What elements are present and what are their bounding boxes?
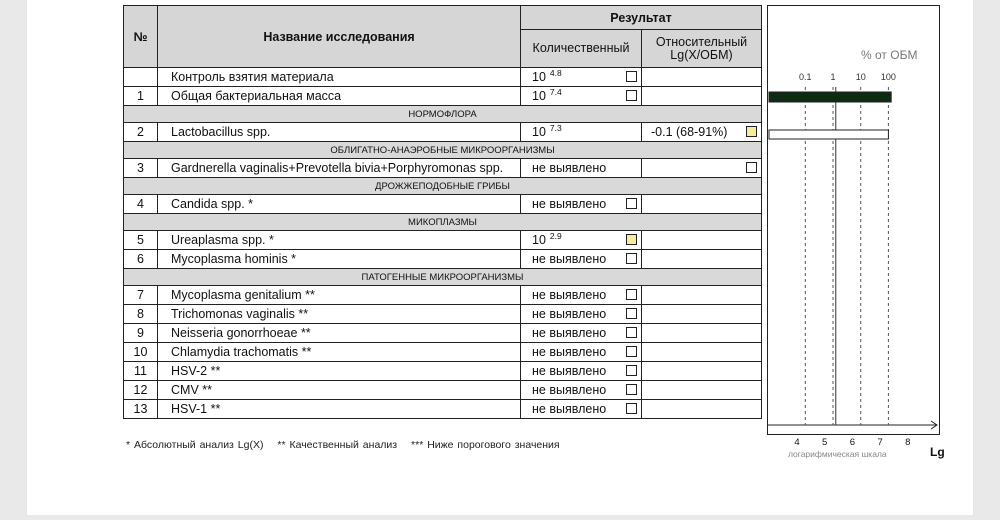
table-row [124, 68, 762, 87]
row-number: 1 [124, 87, 158, 106]
header-number: № [124, 6, 158, 68]
test-name: Candida spp. * [158, 195, 521, 214]
footnote-qualitative: ** Качественный анализ [277, 439, 398, 451]
test-name: HSV-2 ** [158, 362, 521, 381]
quantitative-value: 10 [532, 89, 546, 103]
section-header-row [124, 214, 762, 231]
quantitative-result [521, 343, 642, 362]
quantitative-result [521, 381, 642, 400]
chart-x-axis-label: логарифмическая шкала [788, 449, 887, 459]
relative-flag-box [746, 162, 757, 173]
chart-x-tick: 6 [849, 437, 856, 448]
quantitative-value: не выявлено [532, 345, 607, 359]
footnote [126, 439, 570, 451]
quantitative-result [521, 159, 642, 178]
header-quantitative: Количественный [521, 30, 642, 68]
quantitative-exponent: 7.4 [549, 87, 562, 97]
relative-result [642, 305, 762, 324]
chart-title: % от ОБМ [861, 48, 918, 62]
row-number: 12 [124, 381, 158, 400]
quantitative-value: не выявлено [532, 197, 607, 211]
chart-x-tick: 4 [794, 437, 800, 448]
flag-box [626, 253, 637, 264]
section-header-row [124, 142, 762, 159]
test-name: Mycoplasma genitalium ** [158, 286, 521, 305]
row-number: 5 [124, 231, 158, 250]
header-result: Результат [521, 6, 762, 30]
quantitative-result [521, 286, 642, 305]
table-row [124, 343, 762, 362]
table-row [124, 87, 762, 106]
row-number: 11 [124, 362, 158, 381]
quantitative-result [521, 195, 642, 214]
test-name: Lactobacillus spp. [158, 123, 521, 142]
table-row [124, 324, 762, 343]
quantitative-result [521, 400, 642, 419]
relative-result [642, 159, 762, 178]
quantitative-result [521, 324, 642, 343]
test-name: HSV-1 ** [158, 400, 521, 419]
chart-x-tick: 5 [822, 437, 828, 448]
test-name: Neisseria gonorrhoeae ** [158, 324, 521, 343]
quantitative-value: 10 [532, 70, 546, 84]
row-number: 7 [124, 286, 158, 305]
quantitative-value: не выявлено [532, 402, 607, 416]
quantitative-value: не выявлено [532, 288, 607, 302]
row-number: 8 [124, 305, 158, 324]
relative-result [642, 123, 762, 142]
relative-result [642, 343, 762, 362]
row-number: 6 [124, 250, 158, 269]
header-relative-line1: Относительный [655, 34, 748, 49]
test-name: Mycoplasma hominis * [158, 250, 521, 269]
chart-percent-tick: 1 [830, 72, 836, 82]
test-name: CMV ** [158, 381, 521, 400]
chart-percent-tick: 10 [855, 72, 866, 82]
table-row [124, 305, 762, 324]
chart-x-tick: 7 [877, 437, 883, 448]
table-row [124, 195, 762, 214]
quantitative-value: 10 [532, 233, 546, 247]
quantitative-value: не выявлено [532, 364, 607, 378]
quantitative-value: не выявлено [532, 383, 607, 397]
relative-result [642, 87, 762, 106]
flag-box [626, 289, 637, 300]
table-row [124, 381, 762, 400]
table-row [124, 286, 762, 305]
table-row [124, 159, 762, 178]
relative-result [642, 286, 762, 305]
flag-box [626, 90, 637, 101]
section-header-row [124, 178, 762, 195]
chart-bar [769, 92, 891, 102]
chart-lg-label: Lg [930, 445, 945, 459]
table-row [124, 250, 762, 269]
quantitative-result [521, 362, 642, 381]
test-name: Ureaplasma spp. * [158, 231, 521, 250]
quantitative-value: не выявлено [532, 307, 607, 321]
row-number: 2 [124, 123, 158, 142]
chart-x-tick: 8 [905, 437, 911, 448]
test-name: Trichomonas vaginalis ** [158, 305, 521, 324]
relative-result [642, 231, 762, 250]
quantitative-exponent: 2.9 [549, 231, 562, 241]
results-table [123, 5, 762, 419]
table-row [124, 123, 762, 142]
test-name: Chlamydia trachomatis ** [158, 343, 521, 362]
chart-bar [769, 130, 888, 139]
flag-box [626, 346, 637, 357]
header-relative [642, 30, 762, 68]
log-scale-chart [767, 5, 945, 459]
section-title: ПАТОГЕННЫЕ МИКРООРГАНИЗМЫ [124, 269, 762, 286]
flag-box-yellow [626, 234, 637, 245]
relative-result [642, 381, 762, 400]
quantitative-result [521, 87, 642, 106]
relative-result [642, 324, 762, 343]
section-title: НОРМОФЛОРА [124, 106, 762, 123]
section-title: ОБЛИГАТНО-АНАЭРОБНЫЕ МИКРООРГАНИЗМЫ [124, 142, 762, 159]
flag-box [626, 308, 637, 319]
footnote-absolute: * Абсолютный анализ Lg(X) [126, 439, 264, 451]
table-row [124, 231, 762, 250]
quantitative-result [521, 250, 642, 269]
section-header-row [124, 106, 762, 123]
table-row [124, 362, 762, 381]
chart-percent-tick: 0.1 [799, 72, 812, 82]
test-name: Общая бактериальная масса [158, 87, 521, 106]
header-test-name: Название исследования [158, 6, 521, 68]
relative-result [642, 68, 762, 87]
flag-box [626, 365, 637, 376]
quantitative-exponent: 4.8 [549, 68, 562, 78]
relative-result [642, 362, 762, 381]
quantitative-value: не выявлено [532, 252, 607, 266]
footnote-threshold: *** Ниже порогового значения [411, 439, 560, 451]
flag-box [626, 71, 637, 82]
chart-percent-tick: 100 [880, 72, 896, 82]
section-title: МИКОПЛАЗМЫ [124, 214, 762, 231]
row-number: 13 [124, 400, 158, 419]
row-number: 9 [124, 324, 158, 343]
header-relative-line2: Lg(X/ОБМ) [670, 47, 733, 62]
row-number: 10 [124, 343, 158, 362]
row-number [124, 68, 158, 87]
test-name: Контроль взятия материала [158, 68, 521, 87]
quantitative-value: 10 [532, 125, 546, 139]
quantitative-result [521, 123, 642, 142]
quantitative-result [521, 305, 642, 324]
relative-flag-box-yellow [746, 126, 757, 137]
flag-box [626, 198, 637, 209]
section-header-row [124, 269, 762, 286]
test-name: Gardnerella vaginalis+Prevotella bivia+Porphyromonas spp. [158, 159, 521, 178]
flag-box [626, 403, 637, 414]
table-row [124, 400, 762, 419]
quantitative-exponent: 7.3 [549, 123, 562, 133]
row-number: 3 [124, 159, 158, 178]
quantitative-result [521, 68, 642, 87]
quantitative-value: не выявлено [532, 326, 607, 340]
flag-box [626, 384, 637, 395]
section-title: ДРОЖЖЕПОДОБНЫЕ ГРИБЫ [124, 178, 762, 195]
flag-box [626, 327, 637, 338]
relative-result [642, 400, 762, 419]
row-number: 4 [124, 195, 158, 214]
quantitative-result [521, 231, 642, 250]
quantitative-value: не выявлено [532, 161, 607, 175]
relative-result [642, 250, 762, 269]
relative-value: -0.1 (68-91%) [651, 125, 728, 139]
relative-result [642, 195, 762, 214]
